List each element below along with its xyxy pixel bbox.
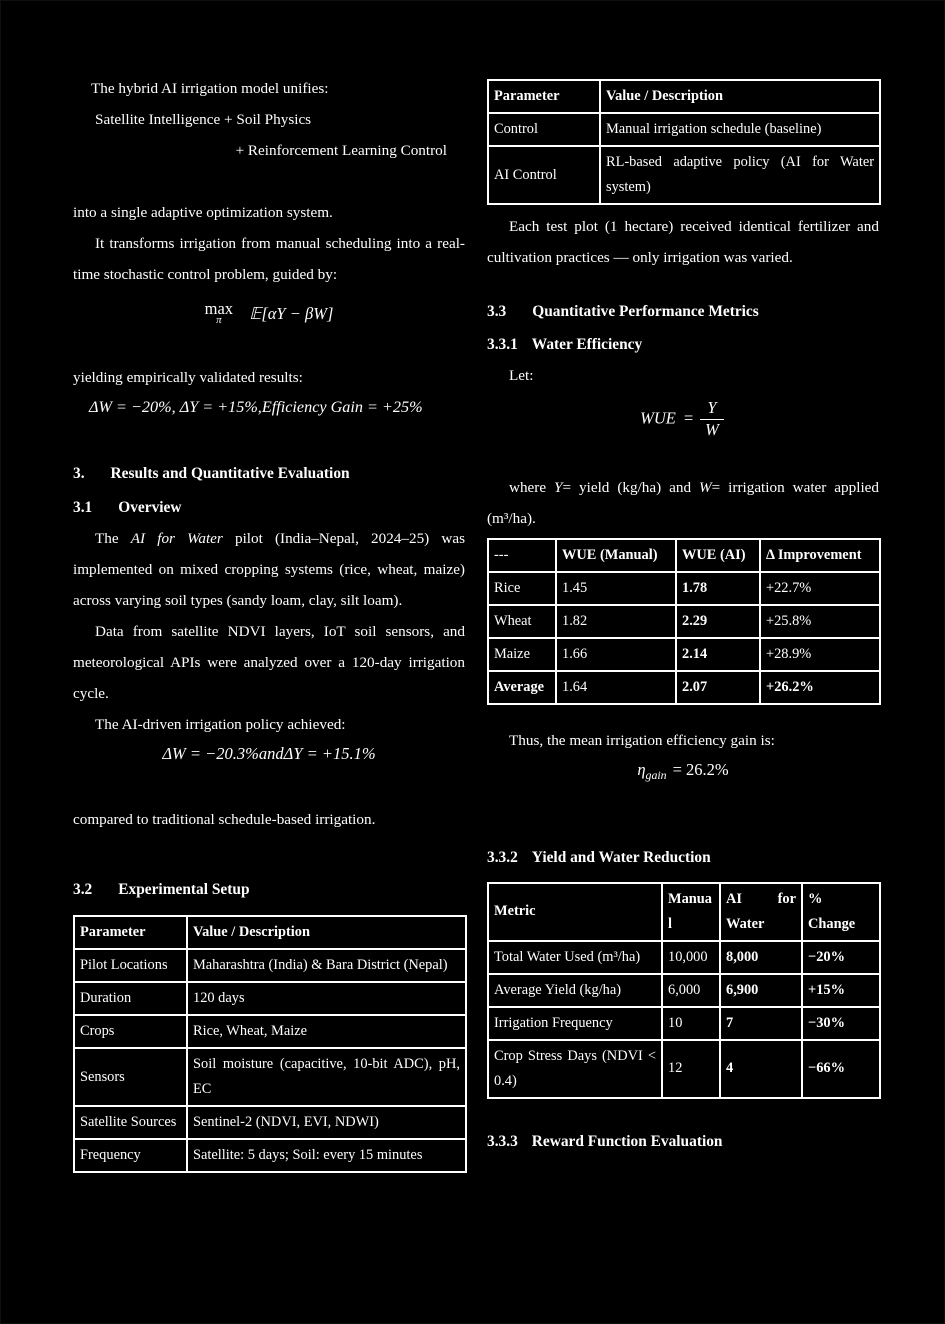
wue-lhs: WUE	[640, 408, 676, 428]
where-prefix: where	[509, 478, 555, 496]
wue-cell-ai: 2.14	[676, 638, 760, 671]
wue-cell-crop: Maize	[488, 638, 556, 671]
overview-paragraph-1	[73, 523, 465, 616]
intro-line-2: Satellite Intelligence + Soil Physics	[95, 111, 312, 128]
section-3-number: 3.	[73, 465, 85, 482]
section-3-3-number: 3.3	[487, 303, 507, 320]
intro-line-5: It transforms irrigation from manual scheduling into a real-time stochastic control problem, guided by:	[73, 235, 465, 283]
table-row	[74, 982, 466, 1015]
yield-cell-change: −30%	[802, 1007, 880, 1040]
wue-header-ai: WUE (AI)	[676, 539, 760, 572]
max-operator	[204, 298, 234, 327]
wue-cell-manual: 1.82	[556, 605, 676, 638]
control-cell-param: Control	[488, 113, 600, 146]
table-row	[488, 941, 880, 974]
heading-section-3	[73, 459, 465, 489]
yield-cell-ai: 4	[720, 1040, 802, 1098]
yield-water-reduction-table	[487, 882, 881, 1099]
table-row-header	[74, 916, 466, 949]
symbol-y: Y	[554, 478, 563, 496]
section-3-3-1-title: Water Efficiency	[531, 336, 643, 353]
yield-cell-manual: 6,000	[662, 974, 720, 1007]
expectation-expression: 𝔼[αY − βW]	[249, 304, 334, 323]
equation-wue	[487, 399, 879, 440]
setup-cell-value: Soil moisture (capacitive, 10-bit ADC), pH, EC	[187, 1048, 466, 1106]
control-header-parameter: Parameter	[488, 80, 600, 113]
wue-cell-manual: 1.64	[556, 671, 676, 704]
wue-cell-improvement: +25.8%	[760, 605, 880, 638]
wue-cell-improvement: +22.7%	[760, 572, 880, 605]
section-3-1-title: Overview	[118, 499, 182, 516]
wue-cell-ai: 2.29	[676, 605, 760, 638]
table-row	[74, 1139, 466, 1172]
yield-cell-ai: 8,000	[720, 941, 802, 974]
yield-header-change	[802, 883, 880, 941]
max-label: max	[204, 298, 234, 318]
where-definition	[487, 472, 879, 534]
overview-paragraph-3: The AI-driven irrigation policy achieved:	[95, 716, 346, 733]
setup-cell-value: Satellite: 5 days; Soil: every 15 minutes	[187, 1139, 466, 1172]
yield-header-ai-word-for: for	[777, 890, 796, 907]
wue-cell-improvement: +28.9%	[760, 638, 880, 671]
wue-cell-crop: Wheat	[488, 605, 556, 638]
thus-text: Thus, the mean irrigation efficiency gain is:	[509, 731, 775, 749]
wue-cell-crop: Average	[488, 671, 556, 704]
table-row-header	[488, 539, 880, 572]
yield-header-change-line1: %	[808, 890, 823, 907]
wue-header-improvement: Δ Improvement	[760, 539, 880, 572]
control-cell-value: RL-based adaptive policy (AI for Water system)	[600, 146, 880, 204]
table-row	[488, 113, 880, 146]
table-row-header	[488, 883, 880, 941]
heading-section-3-1	[73, 493, 465, 523]
control-header-value: Value / Description	[600, 80, 880, 113]
let-text: Let:	[509, 367, 534, 384]
table-row	[74, 1015, 466, 1048]
section-3-3-3-number: 3.3.3	[487, 1132, 518, 1150]
yield-header-ai-line1	[726, 887, 796, 912]
wue-header-crop: ---	[488, 539, 556, 572]
section-3-3-2-title: Yield and Water Reduction	[531, 848, 711, 866]
wue-cell-ai: 2.07	[676, 671, 760, 704]
yield-header-ai-word-ai: AI	[726, 890, 742, 907]
table-row	[488, 146, 880, 204]
symbol-w: W	[699, 478, 712, 496]
wue-cell-crop: Rice	[488, 572, 556, 605]
intro-line-1: The hybrid AI irrigation model unifies:	[91, 80, 329, 97]
control-cell-value: Manual irrigation schedule (baseline)	[600, 113, 880, 146]
table-row	[74, 1106, 466, 1139]
table-row	[488, 671, 880, 704]
setup-cell-value: Maharashtra (India) & Bara District (Nepal)	[187, 949, 466, 982]
setup-cell-param: Pilot Locations	[74, 949, 187, 982]
yield-cell-manual: 10,000	[662, 941, 720, 974]
yield-cell-ai: 7	[720, 1007, 802, 1040]
overview-paragraph-4: compared to traditional schedule-based irrigation.	[73, 811, 376, 828]
yield-cell-metric: Irrigation Frequency	[488, 1007, 662, 1040]
table-row	[74, 1048, 466, 1106]
control-configuration-table	[487, 79, 881, 205]
yield-header-ai-line2: Water	[726, 915, 765, 932]
table-row	[488, 605, 880, 638]
section-3-3-3-title: Reward Function Evaluation	[531, 1132, 723, 1150]
heading-section-3-3-1	[487, 330, 879, 360]
plot-note: Each test plot (1 hectare) received identical fertilizer and cultivation practices — only irrigation was varied.	[487, 218, 879, 266]
table-row	[74, 949, 466, 982]
setup-cell-param: Crops	[74, 1015, 187, 1048]
yield-header-manual: Manual	[662, 883, 720, 941]
equation-policy: ΔW = −20.3%andΔY = +15.1%	[162, 744, 376, 763]
table-row-header	[488, 80, 880, 113]
where-middle: = yield (kg/ha) and	[562, 478, 699, 496]
equation-objective	[73, 300, 465, 328]
table-row	[488, 572, 880, 605]
yield-cell-manual: 10	[662, 1007, 720, 1040]
setup-cell-value: Rice, Wheat, Maize	[187, 1015, 466, 1048]
setup-cell-param: Sensors	[74, 1048, 187, 1106]
equation-results: ΔW = −20%, ΔY = +15%,Efficiency Gain = +25%	[89, 398, 423, 416]
section-3-title: Results and Quantitative Evaluation	[110, 465, 350, 482]
table-row	[488, 1007, 880, 1040]
wue-equals: =	[682, 408, 694, 428]
setup-cell-param: Duration	[74, 982, 187, 1015]
yield-header-metric: Metric	[488, 883, 662, 941]
yield-header-ai	[720, 883, 802, 941]
yield-header-change-line2: Change	[808, 915, 856, 932]
control-cell-param: AI Control	[488, 146, 600, 204]
wue-comparison-table	[487, 538, 881, 705]
yield-cell-metric: Crop Stress Days (NDVI < 0.4)	[488, 1040, 662, 1098]
eta-subscript: gain	[645, 767, 667, 782]
intro-line-4: into a single adaptive optimization system.	[73, 204, 333, 221]
table-row	[488, 1040, 880, 1098]
section-3-3-title: Quantitative Performance Metrics	[532, 303, 759, 320]
right-column	[487, 1, 879, 1157]
setup-header-value: Value / Description	[187, 916, 466, 949]
section-3-3-2-number: 3.3.2	[487, 848, 518, 866]
section-3-1-number: 3.1	[73, 499, 93, 516]
experimental-setup-table	[73, 915, 467, 1173]
overview-p1-prefix: The	[95, 530, 131, 547]
wue-cell-ai: 1.78	[676, 572, 760, 605]
yield-cell-manual: 12	[662, 1040, 720, 1098]
table-row	[488, 638, 880, 671]
setup-cell-param: Satellite Sources	[74, 1106, 187, 1139]
heading-section-3-3	[487, 297, 879, 327]
table-row	[488, 974, 880, 1007]
section-3-2-number: 3.2	[73, 881, 93, 898]
heading-section-3-2	[73, 875, 465, 905]
yield-cell-change: −20%	[802, 941, 880, 974]
eta-symbol: η	[637, 759, 646, 779]
yield-cell-metric: Average Yield (kg/ha)	[488, 974, 662, 1007]
yielding-text: yielding empirically validated results:	[73, 369, 303, 386]
setup-cell-value: 120 days	[187, 982, 466, 1015]
yield-cell-ai: 6,900	[720, 974, 802, 1007]
heading-section-3-3-3	[487, 1127, 879, 1157]
setup-cell-param: Frequency	[74, 1139, 187, 1172]
eta-value: = 26.2%	[672, 759, 729, 779]
wue-numerator: Y	[707, 398, 717, 417]
ai-for-water-italic: AI for Water	[130, 530, 223, 547]
setup-header-parameter: Parameter	[74, 916, 187, 949]
intro-line-3: + Reinforcement Learning Control	[235, 142, 447, 159]
wue-cell-manual: 1.66	[556, 638, 676, 671]
yield-cell-change: −66%	[802, 1040, 880, 1098]
where-suffix: = irrigation water applied (m³/ha).	[487, 478, 879, 527]
setup-cell-value: Sentinel-2 (NDVI, EVI, NDWI)	[187, 1106, 466, 1139]
wue-cell-manual: 1.45	[556, 572, 676, 605]
overview-paragraph-2: Data from satellite NDVI layers, IoT soil sensors, and meteorological APIs were analyzed over a 120-day irrigation cycle.	[73, 623, 465, 702]
wue-header-manual: WUE (Manual)	[556, 539, 676, 572]
overview-p1-rest: pilot (India–Nepal, 2024–25) was implemented on mixed cropping systems (rice, wheat, maize) across varying soil types (sandy loam, clay, silt loam).	[73, 530, 465, 609]
wue-cell-improvement: +26.2%	[760, 671, 880, 704]
section-3-2-title: Experimental Setup	[118, 881, 250, 898]
heading-section-3-3-2	[487, 843, 879, 873]
equation-eta-gain	[487, 756, 879, 789]
left-column	[73, 1, 465, 1173]
wue-denominator: W	[700, 419, 724, 440]
yield-cell-metric: Total Water Used (m³/ha)	[488, 941, 662, 974]
section-3-3-1-number: 3.3.1	[487, 336, 518, 353]
policy-symbol: π	[216, 314, 222, 327]
wue-fraction	[700, 399, 724, 440]
yield-cell-change: +15%	[802, 974, 880, 1007]
